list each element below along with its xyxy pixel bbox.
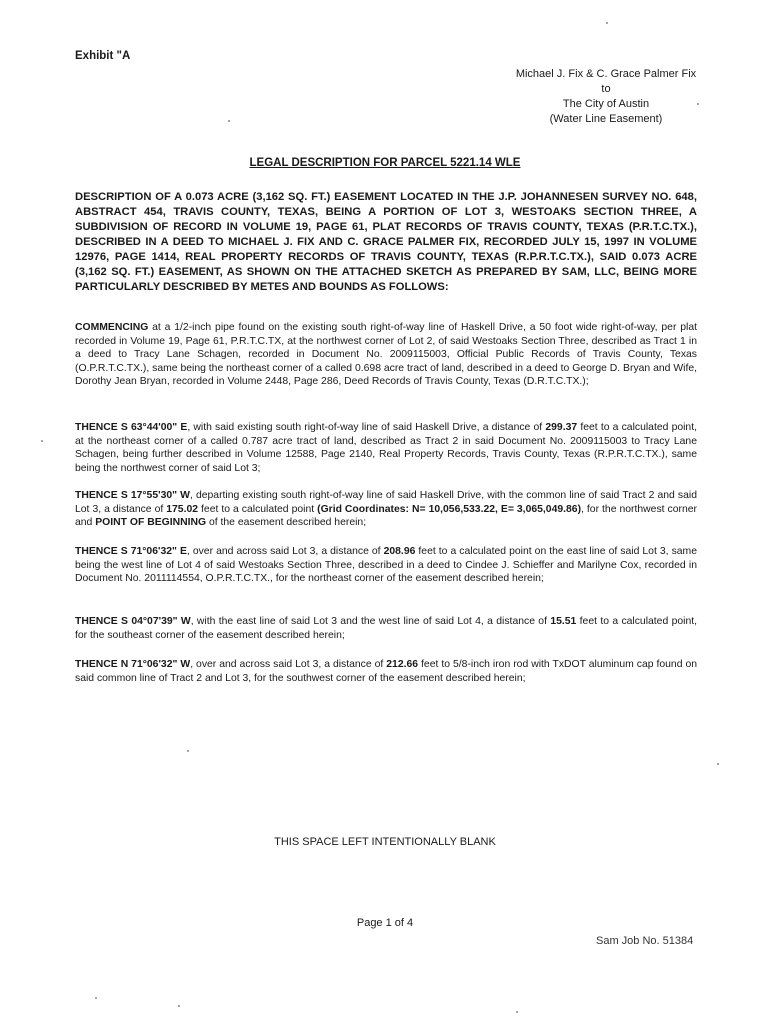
exhibit-label: Exhibit "A <box>75 50 131 62</box>
call-5-text-end: feet to 5/8-inch iron rod with TxDOT aluminum cap found on said common line of Tract 2 and Lot 3, for the southwest corner of the easement described herein; <box>75 659 698 684</box>
call-1-text-end: feet to a calculated point, at the northeast corner of a called 0.787 acre tract of land, described as Tract 2 in said Document No. 2009115003 to Tracy Lane Schagen, being further described in Volume 12588, Page 2140, Real Property Records, Travis County, Texas (R.P.R.T.C.TX.), same being the northwest corner of said Lot 3; <box>75 422 697 474</box>
call-2-bearing: THENCE S 17°55'30" W <box>75 490 190 501</box>
blank-space-notice: THIS SPACE LEFT INTENTIONALLY BLANK <box>274 836 496 848</box>
call-5-distance: 212.66 <box>386 659 419 670</box>
call-1-distance: 299.37 <box>545 422 578 433</box>
call-5-text: , over and across said Lot 3, a distance of <box>190 659 387 670</box>
thence-call-2 <box>75 489 697 530</box>
thence-call-3 <box>75 545 697 586</box>
point-of-beginning: POINT OF BEGINNING <box>95 517 207 528</box>
call-2-text: , departing existing south right-of-way line of said Haskell Drive, with the common line of said Tract 2 and said Lot 3, a distance of <box>75 490 697 515</box>
scan-speck <box>41 440 43 442</box>
call-4-distance: 15.51 <box>550 616 577 627</box>
scan-speck <box>178 1005 180 1007</box>
description-paragraph: DESCRIPTION OF A 0.073 ACRE (3,162 SQ. FT.) EASEMENT LOCATED IN THE J.P. JOHANNESEN SURVEY NO. 648, ABSTRACT 454, TRAVIS COUNTY, TEXAS, BEING A PORTION OF LOT 3, WESTOAKS SECTION THREE, A SUBDIVISION OF RECORD IN VOLUME 19, PAGE 61, PLAT RECORDS OF TRAVIS COUNTY, TEXAS (P.R.T.C.TX.), DESCRIBED IN A DEED TO MICHAEL J. FIX AND C. GRACE PALMER FIX, RECORDED JULY 15, 1997 IN VOLUME 12976, PAGE 1414, REAL PROPERTY RECORDS OF TRAVIS COUNTY, TEXAS (R.P.R.T.C.TX.), SAID 0.073 ACRE (3,162 SQ. FT.) EASEMENT, AS SHOWN ON THE ATTACHED SKETCH AS PREPARED BY SAM, LLC, BEING MORE PARTICULARLY DESCRIBED BY METES AND BOUNDS AS FOLLOWS: <box>75 191 697 293</box>
thence-call-5 <box>75 658 697 685</box>
grantor-line: Michael J. Fix & C. Grace Palmer Fix <box>515 68 697 80</box>
call-3-text-end: feet to a calculated point on the east line of said Lot 3, same being the west line of Lot 4 of said Westoaks Section Three, described in a deed to Cindee J. Schieffer and Marilyne Cox, recorded in Document No. 2011114554, O.P.R.T.C.TX., for the northeast corner of the easement described herein; <box>75 546 697 584</box>
call-2-text-pob: , for the northwest corner and <box>75 503 697 528</box>
call-1-bearing: THENCE S 63°44'00" E <box>75 422 188 433</box>
easement-type-line: (Water Line Easement) <box>549 113 663 125</box>
scan-speck <box>95 997 97 999</box>
thence-call-4 <box>75 615 697 642</box>
scan-speck <box>717 763 719 765</box>
call-1-text: , with said existing south right-of-way line of said Haskell Drive, a distance of <box>187 422 546 433</box>
call-4-text: , with the east line of said Lot 3 and the west line of said Lot 4, a distance of <box>190 616 551 627</box>
commencing-paragraph <box>75 321 697 389</box>
call-5-bearing: THENCE N 71°06'32" W <box>75 659 191 670</box>
call-4-text-end: feet to a calculated point, for the southeast corner of the easement described herein; <box>75 616 697 641</box>
job-number: Sam Job No. 51384 <box>596 935 694 947</box>
scan-speck <box>187 750 189 752</box>
call-2-distance: 175.02 <box>166 503 199 515</box>
grantor-grantee-block <box>470 67 742 127</box>
scan-speck <box>606 22 608 24</box>
scan-speck <box>516 1011 518 1013</box>
grantee-line: The City of Austin <box>562 98 650 110</box>
call-3-text: , over and across said Lot 3, a distance of <box>186 546 384 557</box>
scan-speck <box>228 120 230 122</box>
commencing-text: at a 1/2-inch pipe found on the existing south right-of-way line of Haskell Drive, a 50 foot wide right-of-way, per plat recorded in Volume 19, Page 61, P.R.T.C.TX, at the northwest corner of Lot 2, of said Westoaks Section Three, described as Tract 1 in a deed to Tracy Lane Schagen, recorded in Document No. 2009115003, Official Public Records of Travis County, Texas (O.P.R.T.C.TX.), same being the northeast corner of a called 0.698 acre tract of land, described in a deed to George D. Bryan and Wife, Dorothy Jean Bryan, recorded in Volume 2448, Page 286, Deed Records of Travis County, Texas (D.R.T.C.TX.); <box>75 322 697 387</box>
thence-call-1 <box>75 421 697 475</box>
call-4-bearing: THENCE S 04°07'39" W <box>75 616 191 627</box>
call-2-text-end: of the easement described herein; <box>206 517 367 528</box>
scan-speck <box>697 103 699 105</box>
grid-coordinates: (Grid Coordinates: N= 10,056,533.22, E= 3,065,049.86) <box>317 503 582 515</box>
commencing-lead: COMMENCING <box>75 322 149 333</box>
call-3-bearing: THENCE S 71°06'32" E <box>75 546 187 557</box>
call-3-distance: 208.96 <box>383 546 416 557</box>
call-2-text-mid: feet to a calculated point <box>198 503 318 515</box>
document-title: LEGAL DESCRIPTION FOR PARCEL 5221.14 WLE <box>249 157 521 169</box>
page-number: Page 1 of 4 <box>356 917 414 929</box>
to-line: to <box>601 83 611 95</box>
